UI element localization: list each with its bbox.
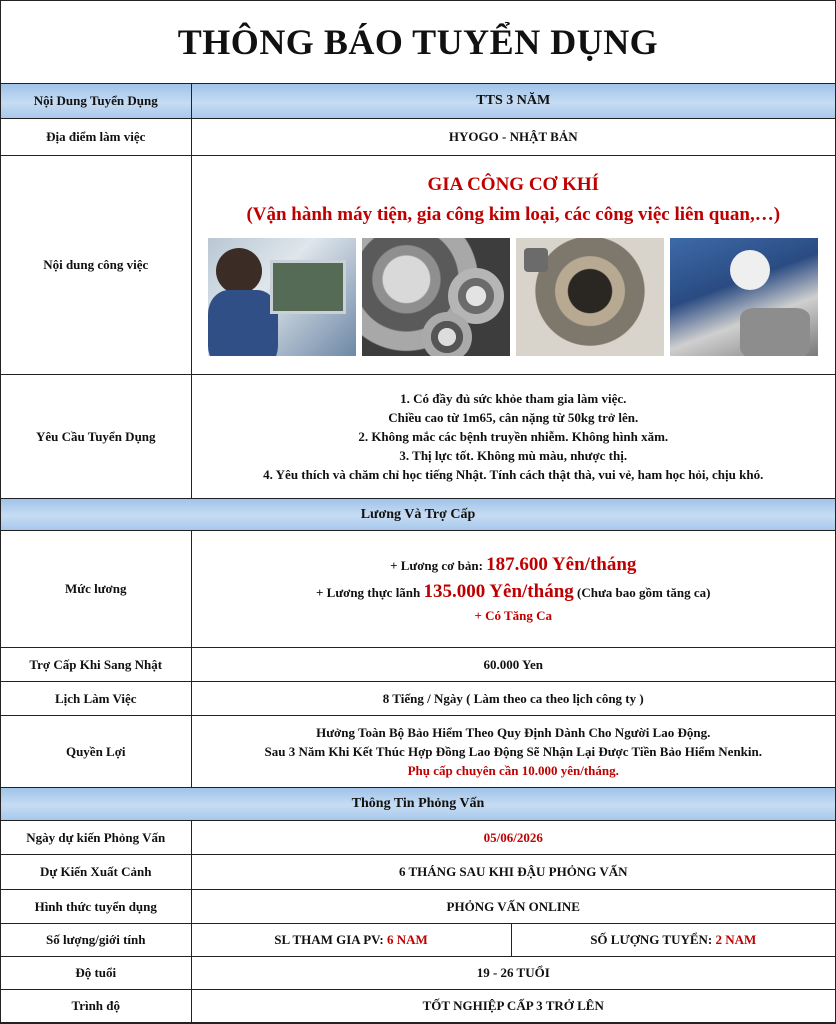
- worker-gloves-photo: [670, 238, 818, 356]
- basic-salary-value: 187.600 Yên/tháng: [486, 554, 637, 575]
- benefits-label: Quyền Lợi: [1, 715, 191, 787]
- interview-section-header: [1, 787, 835, 820]
- allowance-label: Trợ Cấp Khi Sang Nhật: [1, 647, 191, 681]
- content-label: Nội Dung Tuyển Dụng: [1, 84, 191, 118]
- row-schedule: [1, 681, 835, 715]
- job-cell: [191, 155, 835, 374]
- location-value: HYOGO - NHẬT BẢN: [191, 118, 835, 155]
- requirement-line: 1. Có đầy đủ sức khỏe tham gia làm việc.: [400, 390, 627, 406]
- row-benefits: [1, 715, 835, 787]
- salary-section-header: [1, 498, 835, 530]
- age-value: 19 - 26 TUỔI: [191, 956, 835, 989]
- schedule-value: 8 Tiếng / Ngày ( Làm theo ca theo lịch công ty ): [191, 681, 835, 715]
- row-requirements: [1, 374, 835, 498]
- row-location: [1, 118, 835, 155]
- basic-salary-line: [196, 552, 832, 579]
- row-content: [1, 84, 835, 118]
- benefits-allowance: Phụ cấp chuyên cần 10.000 yên/tháng.: [407, 762, 619, 778]
- education-label: Trình độ: [1, 989, 191, 1022]
- row-interview-date: [1, 820, 835, 854]
- quantity-label: Số lượng/giới tính: [1, 923, 191, 956]
- job-photos: [196, 238, 832, 356]
- requirements-label: Yêu Cầu Tuyển Dụng: [1, 374, 191, 498]
- page-title: THÔNG BÁO TUYỂN DỤNG: [1, 1, 835, 84]
- row-salary: [1, 530, 835, 647]
- net-salary-prefix: + Lương thực lãnh: [316, 585, 421, 600]
- location-label: Địa điểm làm việc: [1, 118, 191, 155]
- interview-date-value: 05/06/2026: [191, 820, 835, 854]
- allowance-value: 60.000 Yen: [191, 647, 835, 681]
- requirement-line: 3. Thị lực tốt. Không mù màu, nhược thị.: [399, 447, 628, 463]
- metal-pulleys-photo: [362, 238, 510, 356]
- row-form: [1, 889, 835, 923]
- row-age: [1, 956, 835, 989]
- requirement-line: 2. Không mắc các bệnh truyền nhiễm. Không hình xăm.: [358, 428, 669, 444]
- basic-salary-prefix: + Lương cơ bản:: [390, 558, 483, 573]
- net-salary-line: [196, 579, 832, 606]
- benefits-line: Sau 3 Năm Khi Kết Thúc Hợp Đồng Lao Động Sẽ Nhận Lại Được Tiền Bảo Hiểm Nenkin.: [264, 743, 762, 759]
- interview-count-prefix: SL THAM GIA PV:: [274, 932, 384, 947]
- departure-value: 6 THÁNG SAU KHI ĐẬU PHỎNG VẤN: [191, 854, 835, 889]
- interview-section-title: Thông Tin Phỏng Vấn: [1, 787, 835, 820]
- throttle-body-photo: [516, 238, 664, 356]
- recruitment-table: [1, 84, 835, 1023]
- row-departure: [1, 854, 835, 889]
- row-job: [1, 155, 835, 374]
- net-salary-note: (Chưa bao gồm tăng ca): [577, 585, 711, 600]
- hire-count-cell: [511, 923, 835, 956]
- net-salary-value: 135.000 Yên/tháng: [423, 581, 574, 602]
- departure-label: Dự Kiến Xuất Cảnh: [1, 854, 191, 889]
- row-quantity: [1, 923, 835, 956]
- worker-cnc-photo: [208, 238, 356, 356]
- overtime-note: + Có Tăng Ca: [474, 608, 553, 623]
- requirement-line: 4. Yêu thích và chăm chỉ học tiếng Nhật. Tính cách thật thà, vui vẻ, ham học hỏi, chịu khó.: [263, 466, 764, 482]
- benefits-cell: [191, 715, 835, 787]
- row-allowance: [1, 647, 835, 681]
- form-label: Hình thức tuyển dụng: [1, 889, 191, 923]
- job-label: Nội dung công việc: [1, 155, 191, 374]
- job-subtitle: (Vận hành máy tiện, gia công kim loại, các công việc liên quan,…): [246, 203, 781, 225]
- salary-cell: [191, 530, 835, 647]
- education-value: TỐT NGHIỆP CẤP 3 TRỞ LÊN: [191, 989, 835, 1022]
- requirements-cell: [191, 374, 835, 498]
- interview-date-label: Ngày dự kiến Phỏng Vấn: [1, 820, 191, 854]
- interview-count-value: 6 NAM: [386, 932, 428, 947]
- hire-count-prefix: SỐ LƯỢNG TUYỂN:: [590, 932, 713, 947]
- content-value: TTS 3 NĂM: [191, 84, 835, 118]
- requirement-line: Chiều cao từ 1m65, cân nặng từ 50kg trở lên.: [388, 409, 639, 425]
- hire-count-value: 2 NAM: [715, 932, 757, 947]
- interview-count-cell: [191, 923, 511, 956]
- job-title: GIA CÔNG CƠ KHÍ: [427, 173, 600, 195]
- form-value: PHỎNG VẤN ONLINE: [191, 889, 835, 923]
- age-label: Độ tuổi: [1, 956, 191, 989]
- salary-label: Mức lương: [1, 530, 191, 647]
- benefits-line: Hưởng Toàn Bộ Bảo Hiểm Theo Quy Định Dành Cho Người Lao Động.: [316, 724, 711, 740]
- row-education: [1, 989, 835, 1022]
- salary-section-title: Lương Và Trợ Cấp: [1, 498, 835, 530]
- schedule-label: Lịch Làm Việc: [1, 681, 191, 715]
